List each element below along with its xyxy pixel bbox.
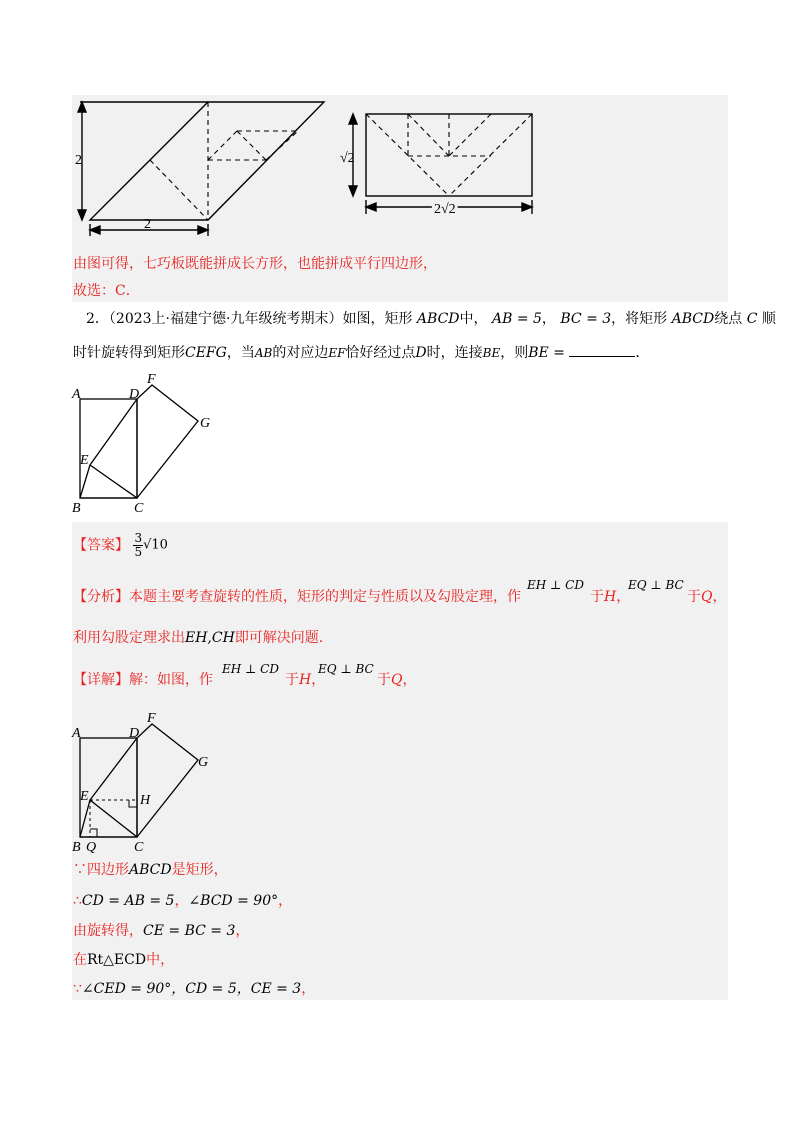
point-c-label: C bbox=[134, 501, 144, 516]
question-text: ，当 bbox=[226, 345, 255, 361]
rectangle-width-label: 2√2 bbox=[434, 202, 456, 217]
math-h: H bbox=[604, 589, 617, 605]
point-e-label: E bbox=[80, 453, 89, 468]
rotation-figure bbox=[70, 372, 220, 517]
parallelogram-base-label: 2 bbox=[144, 217, 151, 232]
step-text: 由旋转得， bbox=[73, 923, 143, 939]
math-q: Q bbox=[701, 589, 713, 605]
question-text: 绕点 bbox=[714, 311, 743, 327]
math-d: D bbox=[415, 345, 427, 361]
step-text: 在 bbox=[73, 952, 87, 968]
answer-fraction bbox=[133, 532, 143, 559]
point-g-label: G bbox=[200, 416, 211, 431]
point-b-label: B bbox=[72, 840, 81, 855]
analysis-q bbox=[687, 587, 726, 607]
detail-text: 于 bbox=[285, 672, 299, 688]
point-g-label: G bbox=[198, 755, 209, 770]
point-d-label: D bbox=[129, 387, 140, 402]
question-line-1 bbox=[86, 309, 776, 329]
math-eq-perp-bc: EQ ⊥ BC bbox=[318, 662, 374, 676]
question-number: 2． bbox=[86, 311, 109, 327]
question-text: ，则 bbox=[500, 345, 529, 361]
point-f-label: F bbox=[147, 372, 156, 387]
math-eh-perp-cd: EH ⊥ CD bbox=[527, 578, 584, 592]
question-text: ． bbox=[635, 345, 650, 361]
point-f-label: F bbox=[147, 711, 156, 726]
question-text: 的对应边 bbox=[272, 345, 329, 361]
math-eh-ch: EH,CH bbox=[185, 630, 235, 646]
analysis-text: ， bbox=[616, 589, 631, 605]
math-eh-perp-cd: EH ⊥ CD bbox=[222, 662, 279, 676]
answer-blank bbox=[569, 342, 635, 357]
answer-label: 【答案】 bbox=[73, 537, 129, 554]
point-b-label: B bbox=[72, 501, 81, 516]
step-text: ， bbox=[301, 981, 316, 997]
math-be-eq: BE = bbox=[528, 345, 565, 361]
math-ab: AB bbox=[254, 346, 273, 360]
step-text: 四边形 bbox=[87, 862, 129, 878]
question-text: ，将矩形 bbox=[611, 311, 668, 327]
step-text: 是矩形， bbox=[171, 862, 228, 878]
math-q: Q bbox=[391, 672, 403, 688]
point-d-label: D bbox=[129, 726, 140, 741]
step-4 bbox=[73, 950, 174, 970]
question-text: 时针旋转得到矩形 bbox=[73, 345, 185, 361]
math-abcd: ABCD bbox=[671, 311, 715, 327]
math-ef: EF bbox=[328, 346, 346, 360]
point-a-label: A bbox=[72, 387, 81, 402]
analysis-text: 即可解决问题. bbox=[234, 630, 324, 646]
rotation-figure-with-perpendiculars bbox=[70, 710, 220, 855]
rectangle-height-label: √2 bbox=[340, 151, 355, 166]
question-text: 恰好经过点 bbox=[345, 345, 416, 361]
step-symbol: ∵ bbox=[73, 981, 82, 997]
analysis-text: 于 bbox=[590, 589, 604, 605]
math-abcd: ABCD bbox=[416, 311, 460, 327]
math-bc: BC = 3 bbox=[560, 311, 612, 327]
question-text: ， bbox=[541, 311, 556, 327]
step-text: 中， bbox=[146, 952, 175, 968]
analysis-line-2 bbox=[73, 628, 323, 648]
analysis-text: 于 bbox=[687, 589, 701, 605]
detail-text: 解：如图，作 bbox=[129, 672, 213, 688]
step-2 bbox=[73, 891, 292, 911]
analysis-eq bbox=[628, 575, 684, 595]
step-symbol: ∵ bbox=[73, 862, 87, 878]
detail-eh bbox=[222, 659, 279, 679]
question-text: 时，连接 bbox=[426, 345, 483, 361]
question-line-2 bbox=[73, 342, 649, 363]
detail-label: 【详解】 bbox=[73, 672, 129, 688]
step-math: ∠CED = 90°，CD = 5，CE = 3 bbox=[81, 981, 302, 997]
parallelogram-height-label: 2 bbox=[75, 153, 82, 168]
detail-q bbox=[377, 670, 416, 690]
step-math: Rt△ECD bbox=[87, 952, 147, 968]
step-text: ， bbox=[235, 923, 250, 939]
math-cefg: CEFG bbox=[185, 345, 227, 361]
step-text: ， bbox=[278, 893, 293, 909]
step-text: ， bbox=[174, 893, 189, 909]
rectangle-figure bbox=[336, 100, 536, 220]
detail-line bbox=[73, 670, 213, 690]
detail-text: ， bbox=[311, 672, 326, 688]
math-eq-perp-bc: EQ ⊥ BC bbox=[628, 578, 684, 592]
question-text: 顺 bbox=[761, 311, 776, 327]
point-h-label: H bbox=[140, 793, 151, 808]
step-math: ∠BCD = 90° bbox=[188, 893, 279, 909]
question-text: 如图，矩形 bbox=[342, 311, 413, 327]
math-h: H bbox=[299, 672, 312, 688]
step-3 bbox=[73, 921, 249, 941]
detail-text: ， bbox=[402, 672, 417, 688]
point-e-label: E bbox=[80, 789, 89, 804]
analysis-label: 【分析】 bbox=[73, 589, 129, 605]
math-c: C bbox=[746, 311, 758, 327]
answer-denominator: 5 bbox=[134, 545, 143, 559]
question-text: 中， bbox=[459, 311, 488, 327]
point-c-label: C bbox=[134, 840, 144, 855]
step-symbol: ∴ bbox=[73, 893, 82, 909]
step-5 bbox=[73, 979, 315, 999]
analysis-eh bbox=[527, 575, 584, 595]
step-math: CD = AB = 5 bbox=[81, 893, 175, 909]
point-a-label: A bbox=[72, 726, 81, 741]
math-be: BE bbox=[482, 346, 501, 360]
step-1 bbox=[73, 860, 228, 880]
answer-row bbox=[73, 532, 168, 559]
answer-radical: √10 bbox=[143, 537, 168, 553]
analysis-text: 本题主要考查旋转的性质，矩形的判定与性质以及勾股定理，作 bbox=[129, 589, 521, 605]
step-math: ABCD bbox=[129, 862, 172, 878]
analysis-text: 利用勾股定理求出 bbox=[73, 630, 185, 646]
detail-eq bbox=[318, 659, 374, 679]
answer-numerator: 3 bbox=[134, 531, 143, 545]
analysis-h bbox=[590, 587, 630, 607]
detail-text: 于 bbox=[377, 672, 391, 688]
analysis-text: ， bbox=[712, 589, 727, 605]
math-ab: AB = 5 bbox=[491, 311, 542, 327]
analysis-line-1 bbox=[73, 587, 521, 607]
point-q-label: Q bbox=[86, 840, 97, 855]
question-source: （2023上·福建宁德·九年级统考期末） bbox=[108, 311, 343, 327]
conclusion-line-2: 故选：C． bbox=[73, 283, 140, 299]
parallelogram-figure bbox=[72, 96, 332, 236]
conclusion-line-1: 由图可得，七巧板既能拼成长方形，也能拼成平行四边形， bbox=[73, 256, 437, 272]
step-math: CE = BC = 3 bbox=[143, 923, 236, 939]
